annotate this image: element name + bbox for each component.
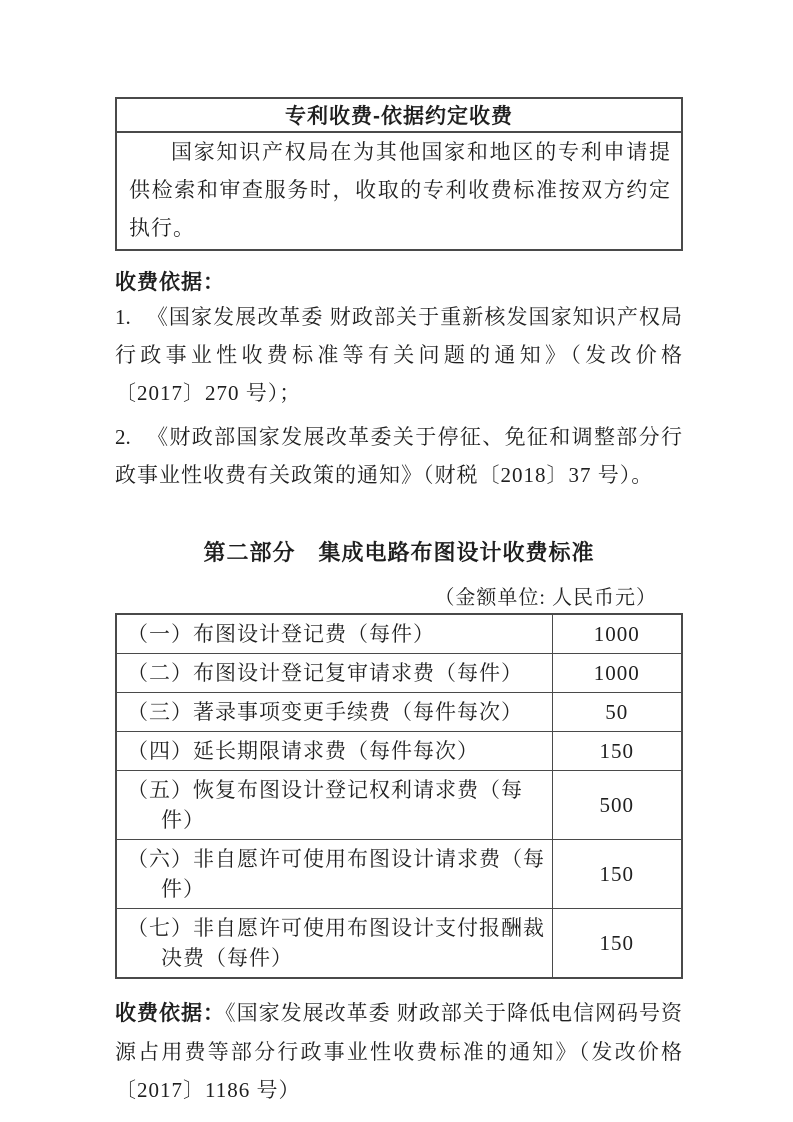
item-text: 《国家发展改革委 财政部关于重新核发国家知识产权局行政事业性收费标准等有关问题的通知》（发改价格〔2017〕270 号）； <box>115 305 683 405</box>
fee-item-cell: （三）著录事项变更手续费（每件每次） <box>116 693 552 732</box>
item-number: 2. <box>115 425 131 449</box>
fee-amount-cell: 150 <box>552 909 682 979</box>
fee-item-cell: （一）布图设计登记费（每件） <box>116 614 552 654</box>
fee-basis-heading: 收费依据： <box>115 271 225 294</box>
fee-row <box>116 840 682 909</box>
fee-row <box>116 614 682 654</box>
fee-item-cell: （五）恢复布图设计登记权利请求费（每件） <box>116 771 552 840</box>
patent-agreed-fee-text: 国家知识产权局在为其他国家和地区的专利申请提供检索和审查服务时，收取的专利收费标准按双方约定执行。 <box>129 140 671 240</box>
amount-unit-note: （金额单位: 人民币元） <box>434 587 657 609</box>
fee-item-cell: （二）布图设计登记复审请求费（每件） <box>116 654 552 693</box>
fee-basis-item-2 <box>115 418 683 494</box>
fee-item-cell: （七）非自愿许可使用布图设计支付报酬裁决费（每件） <box>116 909 552 979</box>
fee-amount-cell: 1000 <box>552 654 682 693</box>
document-content <box>115 97 683 1109</box>
fee-basis-text: 《国家发展改革委 财政部关于降低电信网码号资源占用费等部分行政事业性收费标准的通知》（发改价格〔2017〕1186 号） <box>115 1001 684 1102</box>
fee-row <box>116 732 682 771</box>
fee-basis-item-1 <box>115 298 683 412</box>
table-body-row <box>116 132 682 250</box>
layout-fee-basis-paragraph <box>115 994 683 1109</box>
fee-amount-cell: 1000 <box>552 614 682 654</box>
patent-agreed-fee-title: 专利收费-依据约定收费 <box>116 98 682 132</box>
item-number: 1. <box>115 305 131 329</box>
table-header-row <box>116 98 682 132</box>
patent-agreed-fee-table <box>115 97 683 251</box>
fee-item-cell: （六）非自愿许可使用布图设计请求费（每件） <box>116 840 552 909</box>
fee-item-cell: （四）延长期限请求费（每件每次） <box>116 732 552 771</box>
fee-row <box>116 771 682 840</box>
fee-row <box>116 909 682 979</box>
fee-amount-cell: 150 <box>552 840 682 909</box>
fee-amount-cell: 150 <box>552 732 682 771</box>
fee-amount-cell: 500 <box>552 771 682 840</box>
item-text: 《财政部国家发展改革委关于停征、免征和调整部分行政事业性收费有关政策的通知》（财税〔2018〕37 号）。 <box>115 425 683 487</box>
section-2-title: 第二部分 集成电路布图设计收费标准 <box>203 540 595 565</box>
layout-design-fee-table <box>115 613 683 979</box>
fee-row <box>116 693 682 732</box>
fee-basis-heading: 收费依据： <box>115 1002 226 1025</box>
fee-row <box>116 654 682 693</box>
fee-amount-cell: 50 <box>552 693 682 732</box>
